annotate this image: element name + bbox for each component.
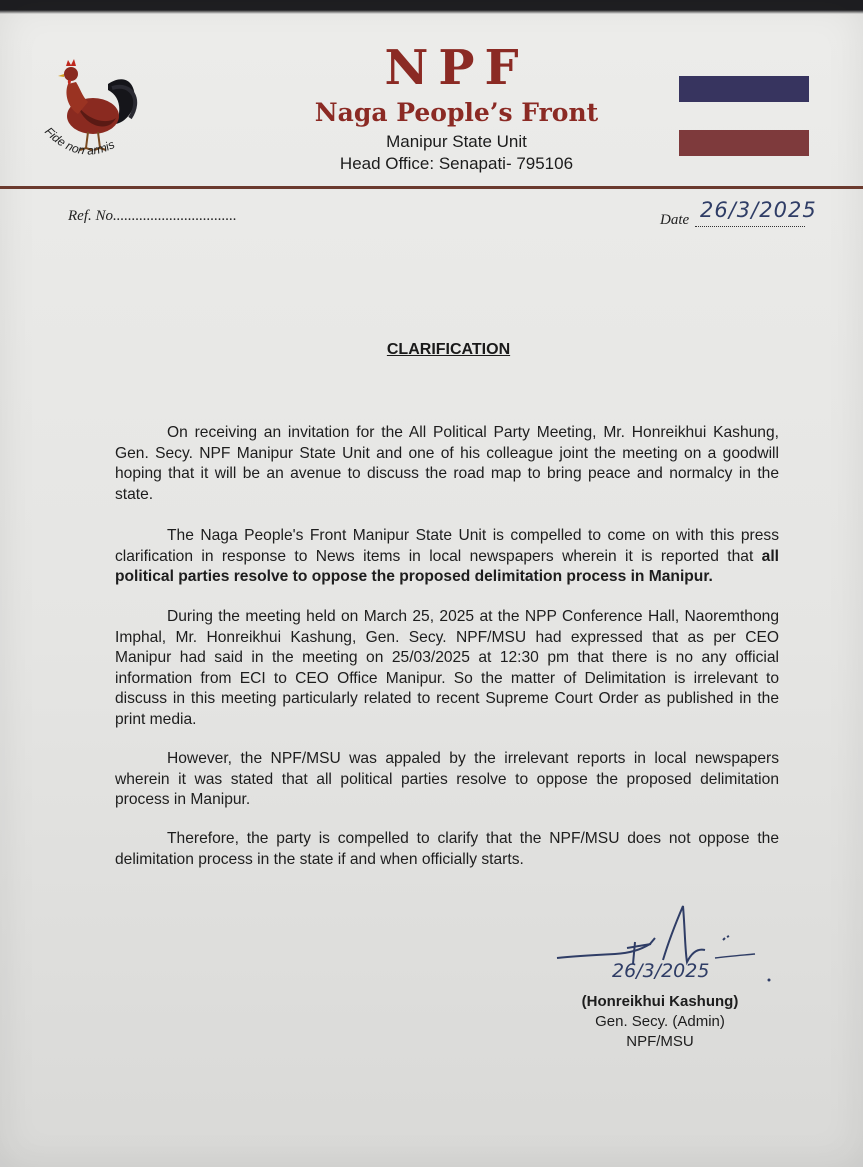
svg-text:Fide non armis: Fide non armis xyxy=(41,124,117,158)
paragraph-3-text: During the meeting held on March 25, 2025 at the NPP Conference Hall, Naoremthong Imphal, Mr. Honreikhui Kashung, Gen. Secy. NPF/MSU had expressed that as per CEO Manipur had said in the meeting on 25/03/2025 at 12:30 pm that there is no any official information from ECI to CEO Office Manipur. So the matter of Delimitation is irrelevant to discuss in this meeting particularly related to recent Supreme Court Order as published in the print media. xyxy=(115,608,779,728)
paragraph-1 xyxy=(115,423,779,505)
paragraph-3 xyxy=(115,607,779,730)
paragraph-1-text: On receiving an invitation for the All Political Party Meeting, Mr. Honreikhui Kashung, Gen. Secy. NPF Manipur State Unit and one of his colleague joint the meeting on a goodwill hoping that it will be an avenue to discuss the road map to bring peace and normalcy in the state. xyxy=(115,424,779,503)
party-name: Naga People’s Front xyxy=(314,98,599,127)
flag-stripe-red xyxy=(679,130,809,156)
paragraph-5-text: Therefore, the party is compelled to clarify that the NPF/MSU does not oppose the delimitation process in the state if and when officially starts. xyxy=(115,830,779,868)
paragraph-4 xyxy=(115,749,779,811)
party-acronym: NPF xyxy=(384,40,529,96)
head-office-address: Head Office: Senapati- 795106 xyxy=(339,154,574,173)
handwritten-date: 26/3/2025 xyxy=(700,198,817,222)
ref-number: Ref. No................................. xyxy=(68,208,237,224)
signatory-block xyxy=(560,992,760,1052)
signatory-name: (Honreikhui Kashung) xyxy=(581,993,739,1010)
paragraph-4-text: However, the NPF/MSU was appaled by the irrelevant reports in local newspapers wherein it was stated that all political parties resolve to oppose the proposed delimitation process in Manipur. xyxy=(115,750,779,808)
paragraph-2 xyxy=(115,526,779,588)
paragraph-5 xyxy=(115,829,779,870)
paragraph-2-bold-text: all political parties resolve to oppose the proposed delimitation process in Manipur. xyxy=(115,547,779,585)
signatory-title: Gen. Secy. (Admin) xyxy=(595,1013,725,1030)
letterhead-divider xyxy=(0,186,863,189)
signature-date: 26/3/2025 xyxy=(612,960,710,982)
date-dotted-line xyxy=(695,226,805,227)
document-heading: CLARIFICATION xyxy=(386,341,511,358)
paragraph-2-text: The Naga People's Front Manipur State Unit is compelled to come on with this press clarification in response to News items in local newspapers wherein it is reported that xyxy=(115,527,779,565)
signatory-org: NPF/MSU xyxy=(626,1033,694,1050)
flag-stripe-blue xyxy=(679,76,809,102)
party-unit: Manipur State Unit xyxy=(386,132,527,151)
date-label: Date xyxy=(660,212,690,228)
